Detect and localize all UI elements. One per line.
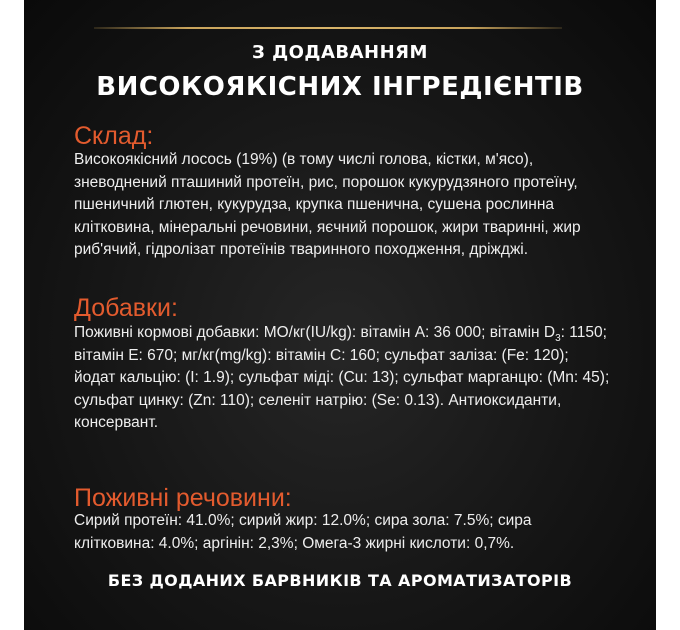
composition-text: Високоякісний лосось (19%) (в тому числі голова, кістки, м'ясо), зневоднений пташиний протеїн, рис, порошок кукурудзяного протеїну, пшеничний глютен, кукурудза, крупка пшенична, сушена рослинна клітковина, мінеральні речовини, яєчний порошок, жири тваринні, жир риб'ячий, гідролізат протеїнів тваринного походження, дріжджі.	[74, 151, 581, 258]
header-title: ВИСОКОЯКІСНИХ ІНГРЕДІЄНТІВ	[96, 72, 584, 102]
additives-text	[74, 322, 614, 435]
footer-text: БЕЗ ДОДАНИХ БАРВНИКІВ ТА АРОМАТИЗАТОРІВ	[107, 571, 573, 590]
additives-subscript: 3	[555, 333, 561, 345]
label-panel	[24, 0, 656, 630]
additives-text-part2: : 1150; вітамін Е: 670; мг/кг(mg/kg): вітамін С: 160; сульфат заліза: (Fe: 120); йодат кальцію: (I: 1.9); сульфат міді: (Cu: 13); сульфат марганцю: (Mn: 45); сульфат цинку: (Zn: 110); селеніт натрію: (Se: 0.13). Антиоксиданти, консервант.	[74, 324, 610, 431]
gold-divider-line	[94, 27, 562, 29]
composition-title: Склад:	[74, 122, 154, 150]
header-subtitle: З ДОДАВАННЯМ	[252, 42, 428, 63]
additives-text-part1: Поживні кормові добавки: МО/кг(IU/kg): вітамін А: 36 000; вітамін D	[74, 324, 556, 341]
additives-title: Добавки:	[74, 294, 178, 322]
nutrients-title: Поживні речовини:	[74, 484, 292, 512]
nutrients-text: Сирий протеїн: 41.0%; сирий жир: 12.0%; сира зола: 7.5%; сира клітковина: 4.0%; аргінін: 2,3%; Омега-3 жирні кислоти: 0,7%.	[74, 512, 532, 552]
